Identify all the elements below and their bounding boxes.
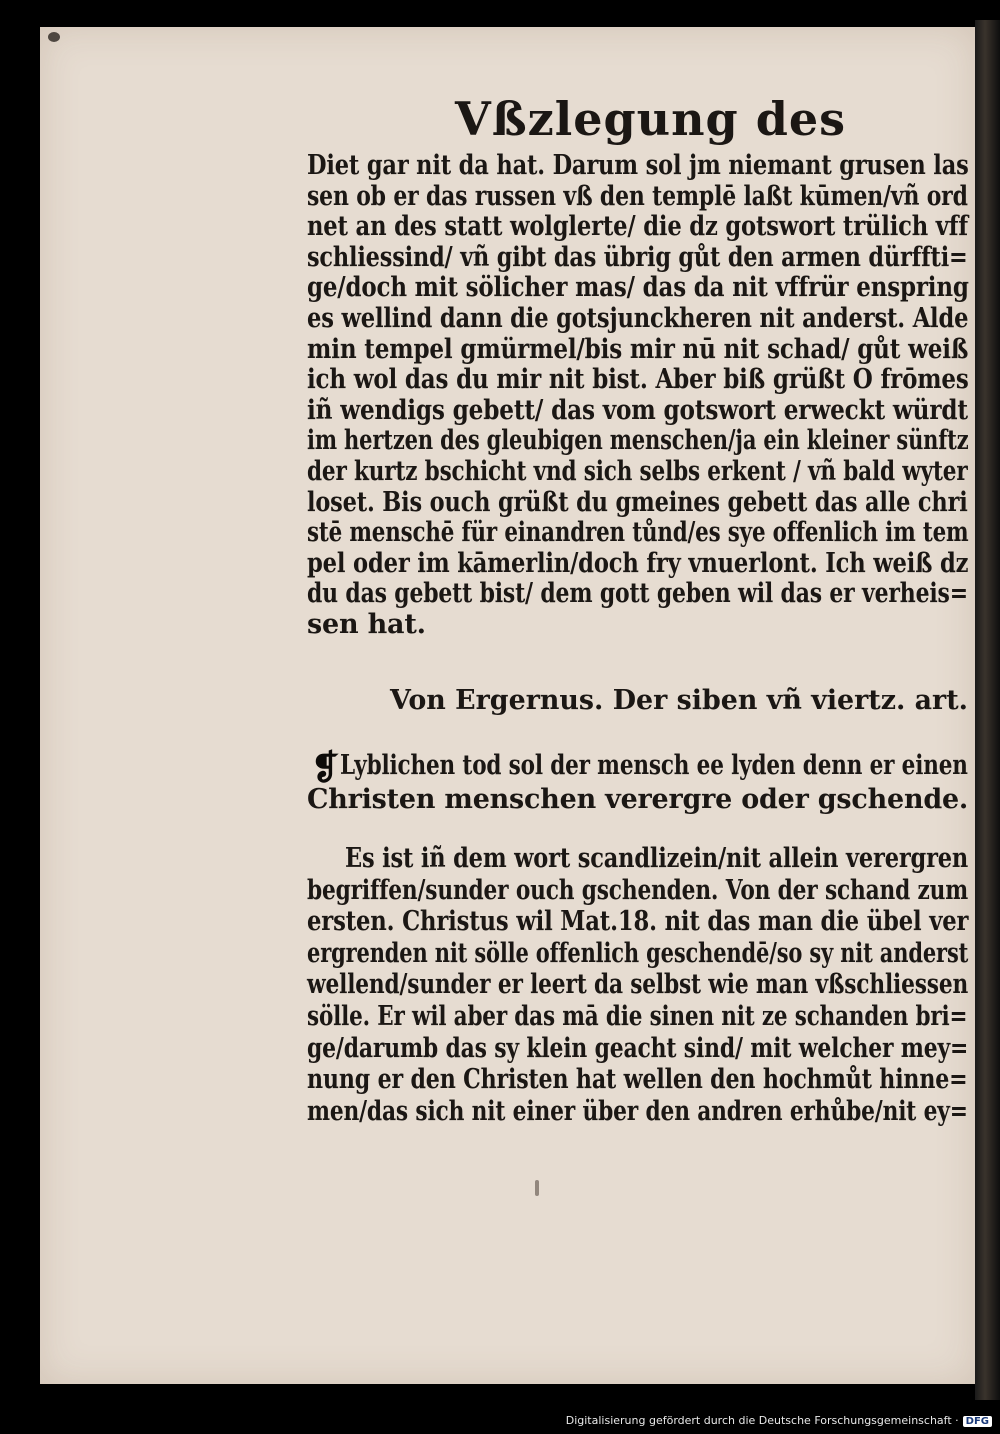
book-edge (975, 20, 1000, 1400)
text-line: nung er den Christen hat wellen den hochmůt hinne= (307, 1064, 968, 1096)
text-line: net an des statt wolglerte/ die dz gotswort trülich vff (307, 211, 968, 243)
text-line: begriffen/sunder ouch gschenden. Von der schand zum (307, 874, 969, 906)
digitization-credit (566, 1414, 992, 1427)
text-line: wellend/sunder er leert da selbst wie man vßschliessen (307, 969, 969, 1001)
dfg-logo-icon: DFG (963, 1416, 992, 1427)
text-line: pel oder im kāmerlin/doch fry vnuerlont. Ich weiß dz (307, 547, 969, 579)
text-line: men/das sich nit einer über den andren erhůbe/nit ey= (307, 1095, 968, 1127)
ink-blot (48, 32, 60, 42)
text-line: Diet gar nit da hat. Darum sol jm niemant grusen las (307, 150, 969, 181)
text-line: ge/darumb das sy klein geacht sind/ mit welcher mey= (307, 1032, 969, 1064)
text-line: sen ob er das russen vß den templē laßt kūmen/vñ ord (307, 180, 968, 212)
text-line: min tempel gmürmel/bis mir nū nit schad/ gůt weiß (307, 333, 969, 365)
text-line: der kurtz bschicht vnd sich selbs erkent / vñ bald wyter (307, 456, 968, 487)
text-line: loset. Bis ouch grüßt du gmeines gebett das alle chri (307, 486, 968, 518)
text-line: schliessind/ vñ gibt das übrig gůt den armen dürffti= (307, 241, 968, 273)
running-title: Vßzlegung des (455, 92, 847, 146)
text-line: sölle. Er wil aber das mā die sinen nit ze schanden bri= (307, 1001, 968, 1032)
text-line: Lyblichen tod sol der mensch ee lyden denn er einen (340, 750, 968, 781)
credit-text: Digitalisierung gefördert durch die Deutsche Forschungsgemeinschaft · (565, 1414, 959, 1427)
text-line: es wellind dann die gotsjunckheren nit anderst. Alde (307, 303, 969, 334)
text-line: iñ wendigs gebett/ das vom gotswort erweckt würdt (307, 394, 968, 426)
text-line: Es ist iñ dem wort scandlizein/nit allein verergren (345, 843, 969, 874)
text-line: du das gebett bist/ dem gott geben wil das er verheis= (307, 578, 968, 610)
text-line: im hertzen des gleubigen menschen/ja ein kleiner sünftz (307, 425, 969, 457)
text-line: Christen menschen verergre oder gschende. (307, 784, 969, 815)
text-line: sen hat. (307, 609, 426, 640)
text-line: ge/doch mit sölicher mas/ das da nit vffrür enspring (307, 272, 969, 304)
pilcrow-icon: ❡ (311, 748, 340, 788)
section-heading: Von Ergernus. Der siben vñ viertz. art. (390, 685, 968, 716)
text-line: ersten. Christus wil Mat.18. nit das man die übel ver (307, 906, 969, 938)
text-line: ergrenden nit sölle offenlich geschendē/so sy nit anderst (307, 937, 969, 969)
text-line: stē menschē für einandren tůnd/es sye offenlich im tem (307, 517, 969, 549)
text-line: ich wol das du mir nit bist. Aber biß grüßt O frōmes (307, 364, 969, 396)
ink-mark (535, 1180, 539, 1196)
